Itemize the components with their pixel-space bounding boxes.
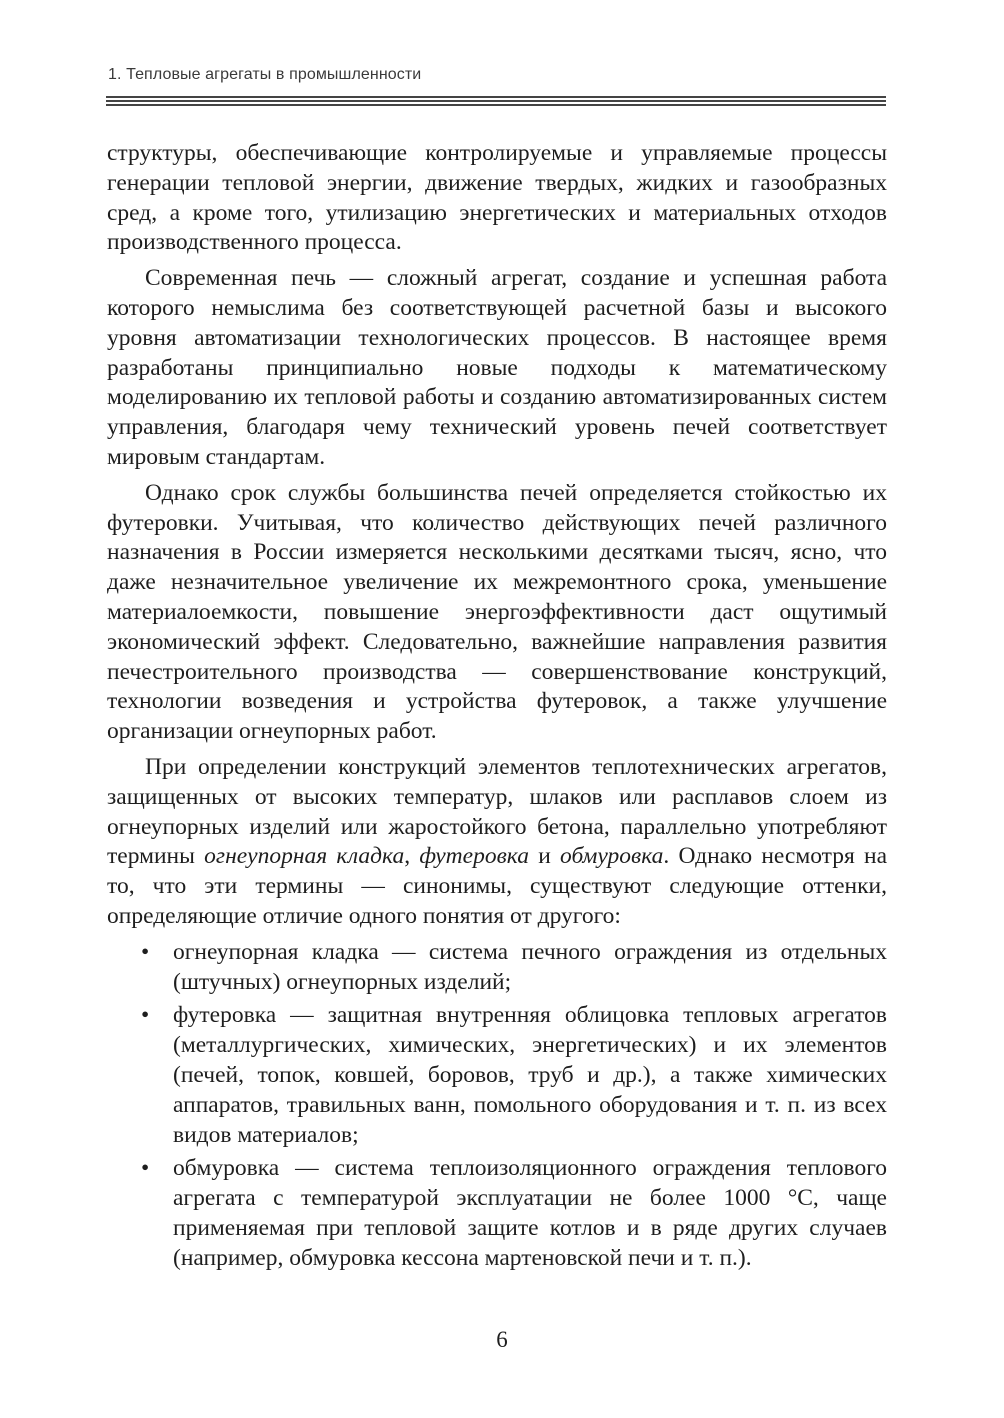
bullet-icon: • — [141, 938, 150, 965]
list-item-text: огнеупорная кладка — система печного ограждения из отдельных (штучных) огнеупорных изделий; — [173, 938, 887, 995]
header-rule — [106, 96, 886, 98]
paragraph-1: структуры, обеспечивающие контролируемые и управляемые процессы генерации тепловой энергии, движение твердых, жидких и газообразных сред, а кроме того, утилизацию энергетических и материальных отходов производственного процесса. — [107, 140, 887, 256]
paragraph-4-end: . Однако несмотря на то, что эти термины — синонимы, существуют следующие оттенки, определяющие отличие одного понятия от другого: — [107, 843, 888, 929]
bullet-icon: • — [141, 1002, 150, 1029]
term-obmurovka: обмуровка — [560, 843, 664, 870]
paragraph-4 — [107, 753, 887, 932]
paragraph-4-sep2: и — [528, 843, 561, 870]
paragraph-4-start: При определении конструкций элементов теплотехнических агрегатов, защищенных от высоких температур, шлаков или расплавов слоем из огнеупорных изделий или жаростойкого бетона, параллельно употребляют термины — [107, 753, 887, 870]
list-item — [107, 1154, 887, 1273]
list-item-text: обмуровка — система теплоизоляционного ограждения теплового агрегата с температурой эксплуатации не более 1000 °C, чаще применяемая при тепловой защите котлов и в ряде других случаев (например, обмуровка кессона мартеновской печи и т. п.). — [173, 1155, 887, 1271]
list-item — [107, 1001, 887, 1150]
paragraph-3: Однако срок службы большинства печей определяется стойкостью их футеровки. Учитывая, что количество действующих печей различного назначения в России измеряется несколькими десятками тысяч, ясно, что даже незначительное увеличение их межремонтного срока, уменьшение материалоемкости, повышение энергоэффективности даст ощутимый экономический эффект. Следовательно, важнейшие направления развития печестроительного производства — совершенствование конструкций, технологии возведения и устройства футеровок, а также улучшение организации огнеупорных работ. — [107, 479, 887, 745]
paragraph-4-sep1: , — [404, 843, 420, 870]
body-text — [107, 139, 887, 1277]
term-ogneupornaya-kladka: огнеупорная кладка — [204, 843, 405, 870]
running-head: 1. Тепловые агрегаты в промышленности — [108, 66, 422, 83]
list-item-text: футеровка — защитная внутренняя облицовка тепловых агрегатов (металлургических, химических, энергетических) и их элементов (печей, топок, ковшей, боровов, труб и др.), а также химических аппаратов, травильных ванн, помольного оборудования и т. п. из всех видов материалов; — [173, 1002, 887, 1148]
definition-list — [107, 938, 887, 1274]
bullet-icon: • — [141, 1155, 150, 1182]
page-number: 6 — [496, 1327, 508, 1352]
paragraph-2: Современная печь — сложный агрегат, создание и успешная работа которого немыслима без соответствующей расчетной базы и высокого уровня автоматизации технологических процессов. В настоящее время разработаны принципиально новые подходы к математическому моделированию их тепловой работы и созданию автоматизированных систем управления, благодаря чему технический уровень печей соответствует мировым стандартам. — [107, 265, 887, 470]
header-rule — [106, 104, 886, 106]
term-futerovka: футеровка — [419, 843, 529, 870]
header-rule — [106, 100, 886, 102]
list-item — [107, 938, 887, 998]
